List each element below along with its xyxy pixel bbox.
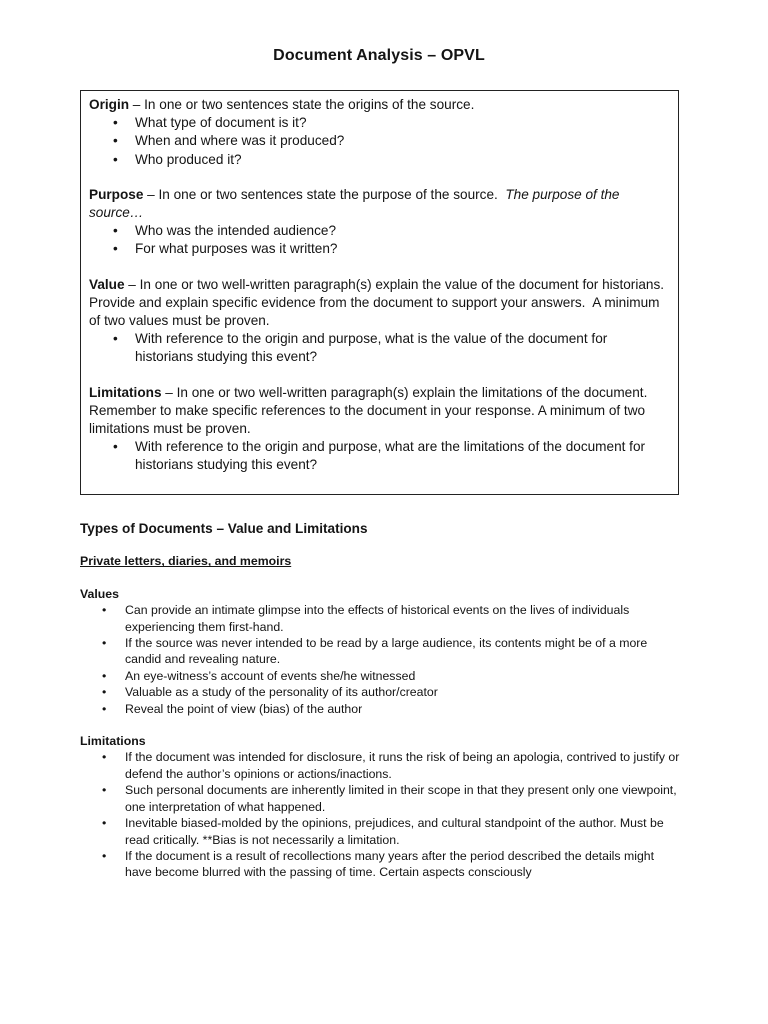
limitations-term: Limitations [89,384,162,400]
limitations-list [80,749,680,880]
list-item: • For what purposes was it written? [89,240,666,258]
origin-term: Origin [89,97,130,112]
value-section [89,276,666,367]
limitations-paragraph [89,384,666,439]
origin-section [89,96,666,169]
limitations-bullets [89,438,666,474]
value-term: Value [89,276,125,292]
list-item: • With reference to the origin and purpose, what are the limitations of the document for historians studying this event? [89,438,666,474]
list-item: • Reveal the point of view (bias) of the author [80,701,680,717]
purpose-paragraph [89,186,666,222]
types-heading: Types of Documents – Value and Limitations [80,521,368,536]
list-item: • With reference to the origin and purpose, what is the value of the document for historians studying this event? [89,330,666,366]
limitations-text: – In one or two well-written paragraph(s) explain the limitations of the document. Remember to make specific references to the document in your response. A minimum of two limitations must be proven. [89,384,648,437]
list-item: • Can provide an intimate glimpse into the effects of historical events on the lives of individuals experiencing them first-hand. [80,602,680,635]
limitations-heading: Limitations [80,734,146,749]
origin-paragraph [89,96,666,114]
purpose-term: Purpose [89,186,144,202]
values-list [80,602,680,717]
list-item: • An eye-witness’s account of events she/he witnessed [80,668,680,684]
list-item: • Who was the intended audience? [89,222,666,240]
purpose-italic: The purpose of the source… [89,186,620,221]
list-item: • What type of document is it? [89,114,666,132]
purpose-bullets [89,222,666,258]
value-paragraph [89,276,666,331]
list-item: • If the document is a result of recollections many years after the period described the details might have become blurred with the passing of time. Certain aspects consciously [80,848,680,881]
limitations-section [89,384,666,475]
list-item: • Such personal documents are inherently limited in their scope in that they present only one viewpoint, one interpretation of what happened. [80,782,680,815]
list-item: • Valuable as a study of the personality of its author/creator [80,684,680,700]
origin-text: – In one or two sentences state the origins of the source. [129,97,475,112]
list-item: • When and where was it produced? [89,132,666,150]
list-item: • Who produced it? [89,151,666,169]
types-section [80,521,680,881]
origin-bullets [89,114,666,169]
value-bullets [89,330,666,366]
page-title: Document Analysis – OPVL [273,47,485,64]
list-item: • If the document was intended for disclosure, it runs the risk of being an apologia, contrived to justify or defend the author’s opinions or actions/inactions. [80,749,680,782]
purpose-text: – In one or two sentences state the purpose of the source. [143,186,506,202]
types-subheading: Private letters, diaries, and memoirs [80,554,292,569]
opvl-box [80,90,679,495]
list-item: • Inevitable biased-molded by the opinions, prejudices, and cultural standpoint of the author. Must be read critically. **Bias is not necessarily a limitation. [80,815,680,848]
list-item: • If the source was never intended to be read by a large audience, its contents might be of a more candid and revealing nature. [80,635,680,668]
values-heading: Values [80,586,119,601]
value-text: – In one or two well-written paragraph(s) explain the value of the document for historians. Provide and explain specific evidence from the document to support your answers. A minimum of two values must be proven. [89,276,668,329]
purpose-section [89,186,666,259]
